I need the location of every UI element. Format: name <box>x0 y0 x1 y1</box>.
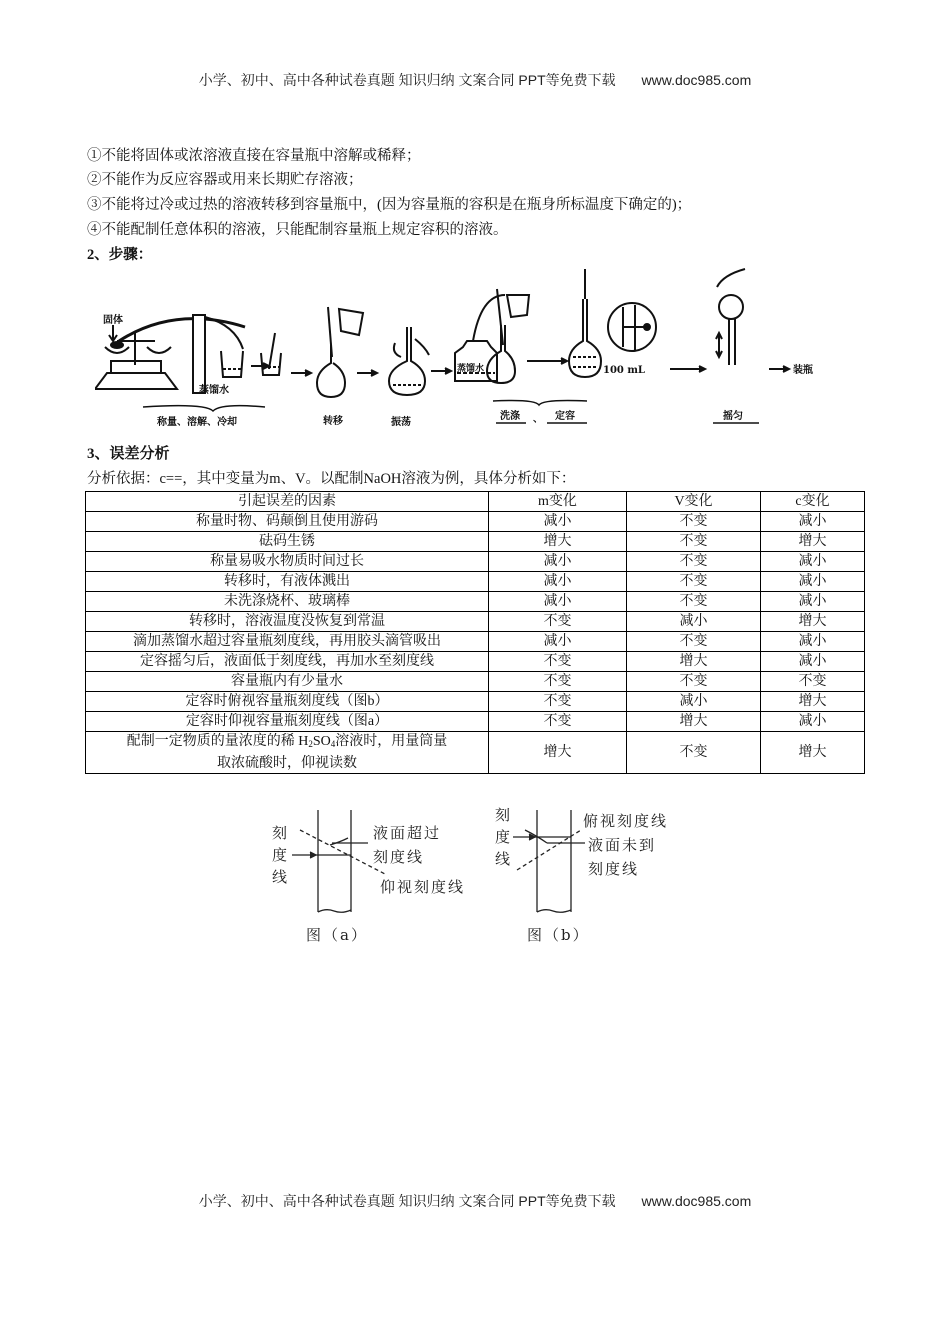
label-mix: 摇匀 <box>723 411 743 422</box>
note-1: ①不能将固体或浓溶液直接在容量瓶中溶解或稀释； <box>87 148 421 164</box>
note-4: ④不能配制任意体积的溶液，只能配制容量瓶上规定容积的溶液。 <box>87 222 508 238</box>
char: 线 <box>272 868 290 886</box>
factor-cell: 转移时，有液体溅出 <box>86 572 489 592</box>
table-row <box>86 592 865 612</box>
c-cell: 减小 <box>761 552 865 572</box>
char: 刻 <box>272 824 290 842</box>
v-cell: 增大 <box>627 712 761 732</box>
v-cell: 不变 <box>627 572 761 592</box>
table-row <box>86 712 865 732</box>
subscript: 4 <box>330 739 336 749</box>
c-cell: 减小 <box>761 572 865 592</box>
factor-text: 溶液时，用量筒量 <box>335 734 448 749</box>
label-liquid-exceeds: 液面超过 <box>373 824 442 842</box>
m-cell: 增大 <box>489 532 627 552</box>
caption-b: 图（b） <box>527 926 590 944</box>
m-cell: 不变 <box>489 612 627 632</box>
label-weigh-dissolve-cool: 称量、溶解、冷却 <box>157 417 237 428</box>
v-cell: 不变 <box>627 732 761 774</box>
table-row <box>86 632 865 652</box>
c-cell: 增大 <box>761 612 865 632</box>
factor-cell: 定容摇匀后，液面低于刻度线，再加水至刻度线 <box>86 652 489 672</box>
factor-cell: 定容时俯视容量瓶刻度线（图b） <box>86 692 489 712</box>
m-cell: 不变 <box>489 692 627 712</box>
m-cell: 减小 <box>489 512 627 532</box>
char: 度 <box>272 846 290 864</box>
c-cell: 增大 <box>761 532 865 552</box>
c-cell: 不变 <box>761 672 865 692</box>
factor-cell: 定容时仰视容量瓶刻度线（图a） <box>86 712 489 732</box>
factor-cell: 砝码生锈 <box>86 532 489 552</box>
footer-text: 小学、初中、高中各种试卷真题 知识归纳 文案合同 PPT等免费下载 <box>198 1193 616 1209</box>
m-cell: 不变 <box>489 712 627 732</box>
label-look-up: 仰视刻度线 <box>380 878 466 896</box>
analysis-basis: 分析依据：c==，其中变量为m、V。以配制NaOH溶液为例，具体分析如下： <box>87 471 576 487</box>
table-row <box>86 572 865 592</box>
factor-text: 配制一定物质的量浓度的稀 H <box>126 734 309 749</box>
factor-text: SO <box>312 734 331 749</box>
c-cell: 减小 <box>761 512 865 532</box>
label-liquid-not-reach: 液面未到 <box>588 836 657 854</box>
m-cell: 减小 <box>489 592 627 612</box>
char: 刻 <box>495 806 513 824</box>
factor-cell <box>86 732 489 774</box>
label-fix-volume: 定容 <box>555 411 575 422</box>
steps-figure <box>95 265 835 435</box>
m-cell: 减小 <box>489 572 627 592</box>
factor-cell: 称量时物、码颠倒且使用游码 <box>86 512 489 532</box>
m-cell: 减小 <box>489 632 627 652</box>
label-scale-line-b: 刻度线 <box>588 860 640 878</box>
m-cell: 不变 <box>489 652 627 672</box>
factor-cell: 滴加蒸馏水超过容量瓶刻度线，再用胶头滴管吸出 <box>86 632 489 652</box>
factor-text: 取浓硫酸时，仰视读数 <box>217 756 357 771</box>
header-v: V变化 <box>627 492 761 512</box>
table-row <box>86 692 865 712</box>
error-analysis-table <box>85 491 865 774</box>
m-cell: 增大 <box>489 732 627 774</box>
label-100ml: 100 mL <box>603 365 645 376</box>
table-row <box>86 612 865 632</box>
figure-b <box>485 800 695 950</box>
scale-line-label-b <box>495 804 512 870</box>
footer-site: www.doc985.com <box>641 1193 752 1209</box>
scale-line-label-a <box>272 822 289 888</box>
label-sep: 、 <box>533 414 543 425</box>
factor-cell: 称量易吸水物质时间过长 <box>86 552 489 572</box>
table-row <box>86 652 865 672</box>
label-bottle: 蒸馏水 <box>457 364 485 374</box>
c-cell: 减小 <box>761 712 865 732</box>
page-header <box>0 70 950 90</box>
section-2-title: 2、步骤： <box>87 247 153 263</box>
factor-cell: 容量瓶内有少量水 <box>86 672 489 692</box>
table-row <box>86 672 865 692</box>
header-m: m变化 <box>489 492 627 512</box>
label-shake: 振荡 <box>391 417 411 428</box>
label-bottling: 装瓶 <box>793 365 813 376</box>
v-cell: 不变 <box>627 552 761 572</box>
m-cell: 减小 <box>489 552 627 572</box>
c-cell: 增大 <box>761 692 865 712</box>
c-cell: 增大 <box>761 732 865 774</box>
factor-cell: 未洗涤烧杯、玻璃棒 <box>86 592 489 612</box>
v-cell: 减小 <box>627 612 761 632</box>
v-cell: 不变 <box>627 672 761 692</box>
table-row <box>86 512 865 532</box>
label-solid: 固体 <box>103 315 123 326</box>
v-cell: 不变 <box>627 532 761 552</box>
label-distilled-water: 蒸馏水 <box>199 385 229 396</box>
subscript: 2 <box>308 739 313 749</box>
header-factor: 引起误差的因素 <box>86 492 489 512</box>
header-c: c变化 <box>761 492 865 512</box>
v-cell: 不变 <box>627 512 761 532</box>
table-row <box>86 532 865 552</box>
note-3: ③不能将过冷或过热的溶液转移到容量瓶中，(因为容量瓶的容积是在瓶身所标温度下确定的)； <box>87 197 692 213</box>
section-3-title: 3、误差分析 <box>87 446 170 462</box>
v-cell: 减小 <box>627 692 761 712</box>
table-row <box>86 732 865 774</box>
label-scale-line: 刻度线 <box>373 848 425 866</box>
char: 度 <box>495 828 513 846</box>
header-text: 小学、初中、高中各种试卷真题 知识归纳 文案合同 PPT等免费下载 <box>198 72 616 88</box>
v-cell: 不变 <box>627 592 761 612</box>
table-header-row <box>86 492 865 512</box>
label-wash: 洗涤 <box>500 411 520 422</box>
page-footer <box>0 1191 950 1211</box>
label-transfer: 转移 <box>323 416 343 427</box>
v-cell: 增大 <box>627 652 761 672</box>
m-cell: 不变 <box>489 672 627 692</box>
table-row <box>86 552 865 572</box>
caption-a: 图（a） <box>306 926 368 944</box>
c-cell: 减小 <box>761 652 865 672</box>
v-cell: 不变 <box>627 632 761 652</box>
steps-illustration <box>95 265 835 435</box>
c-cell: 减小 <box>761 632 865 652</box>
factor-cell: 转移时，溶液温度没恢复到常温 <box>86 612 489 632</box>
header-site: www.doc985.com <box>641 72 752 88</box>
note-2: ②不能作为反应容器或用来长期贮存溶液； <box>87 172 363 188</box>
c-cell: 减小 <box>761 592 865 612</box>
char: 线 <box>495 850 513 868</box>
label-look-down: 俯视刻度线 <box>583 812 669 830</box>
figure-a <box>260 800 490 950</box>
